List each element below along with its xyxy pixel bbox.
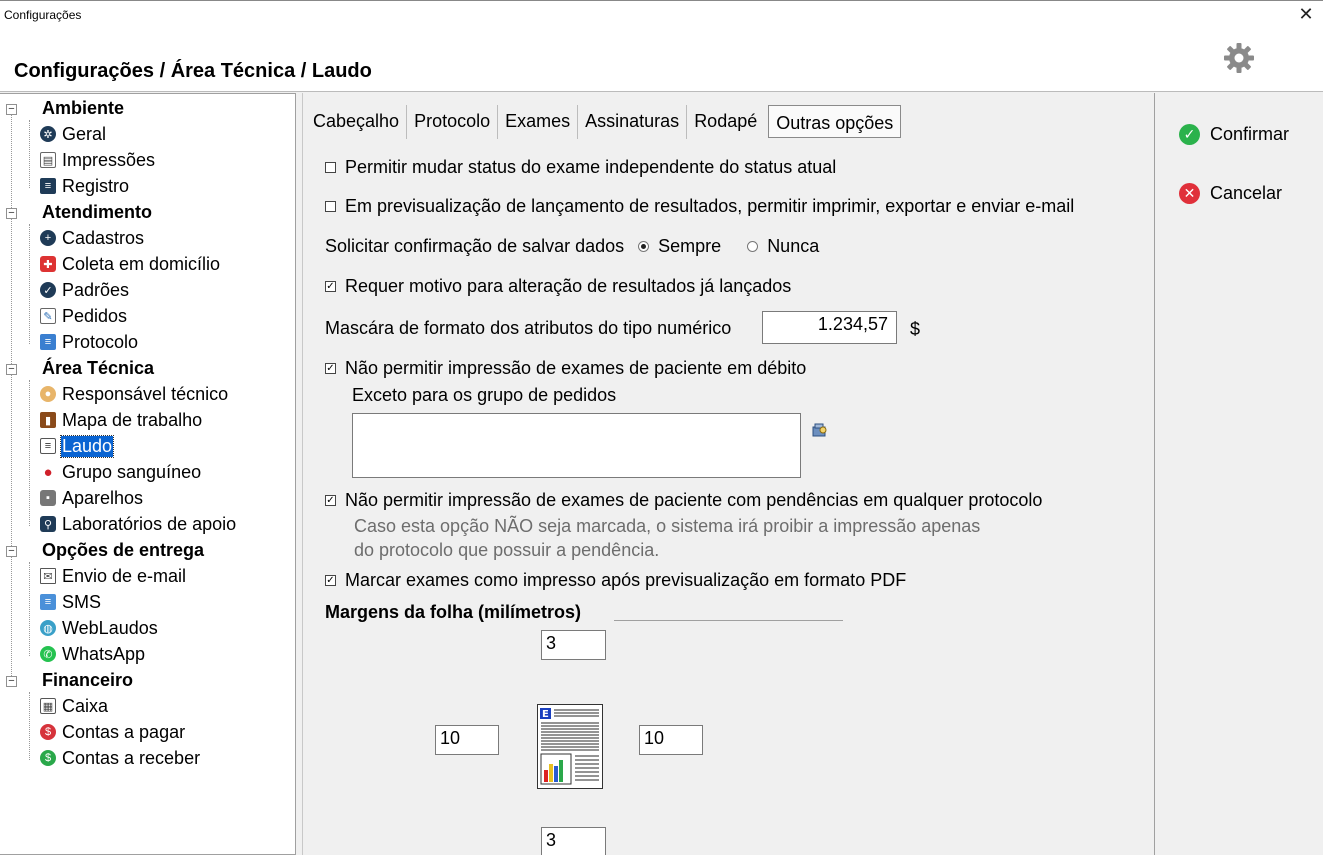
page-header [0, 30, 1323, 92]
option-requer-motivo[interactable] [325, 276, 791, 297]
margins-divider [614, 620, 843, 621]
sidebar-item-label: Aparelhos [62, 487, 144, 508]
expander-atendimento[interactable]: − [6, 208, 17, 219]
option-label: Não permitir impressão de exames de paciente em débito [345, 358, 807, 378]
expander-opcoes-entrega[interactable]: − [6, 546, 17, 557]
option-label: Não permitir impressão de exames de paciente com pendências em qualquer protocolo [345, 490, 1043, 510]
sidebar-item-grupo-sanguineo[interactable] [40, 460, 202, 484]
checkbox-requer-motivo[interactable]: ✓ [326, 281, 335, 292]
sidebar-item-label: WhatsApp [62, 643, 146, 664]
option-pendencias[interactable] [325, 490, 1042, 511]
sidebar-item-contas-pagar[interactable] [40, 720, 186, 744]
sidebar-item-label: Envio de e-mail [62, 565, 187, 586]
option-label: Requer motivo para alteração de resultados já lançados [345, 276, 792, 296]
whatsapp-icon: ✆ [40, 646, 56, 662]
check-circle-icon: ✓ [40, 282, 56, 298]
sidebar-item-label: Registro [62, 175, 130, 196]
cancel-icon: ✕ [1179, 183, 1200, 204]
person-icon: ● [40, 386, 56, 402]
sidebar-item-email[interactable] [40, 564, 187, 588]
sidebar-item-pedidos[interactable] [40, 304, 128, 328]
search-groups-icon[interactable] [811, 421, 829, 439]
sidebar-item-label: Contas a pagar [62, 721, 186, 742]
settings-tree [0, 93, 296, 855]
margin-right-input[interactable]: 10 [639, 725, 703, 755]
globe-icon: ◍ [40, 620, 56, 636]
page-title: Configurações / Área Técnica / Laudo [14, 60, 372, 82]
dollar-green-icon: $ [40, 750, 56, 766]
microscope-icon: ⚲ [40, 516, 56, 532]
check-icon: ✓ [1179, 124, 1200, 145]
device-icon: ▪ [40, 490, 56, 506]
except-groups-list[interactable] [352, 413, 801, 478]
gear-icon: ✲ [40, 126, 56, 142]
sidebar-item-caixa[interactable] [40, 694, 109, 718]
confirm-save-label: Solicitar confirmação de salvar dados [325, 236, 625, 256]
svg-text:E: E [542, 709, 549, 720]
checkbox-pendencias[interactable]: ✓ [326, 495, 335, 506]
sidebar-item-whatsapp[interactable] [40, 642, 146, 666]
sidebar-item-registro[interactable] [40, 174, 130, 198]
sidebar-item-mapa[interactable] [40, 408, 203, 432]
option-previsualizacao[interactable] [325, 196, 1074, 217]
sidebar-item-coleta[interactable] [40, 252, 221, 276]
sidebar-item-label: SMS [62, 591, 102, 612]
checkbox-debito[interactable]: ✓ [326, 363, 335, 374]
sidebar-item-label: Geral [62, 123, 107, 144]
blood-drop-icon: ● [43, 463, 53, 481]
confirm-save-group [325, 236, 819, 257]
sidebar-item-laudo[interactable] [40, 434, 113, 458]
tab-outras-opcoes[interactable]: Outras opções [768, 105, 901, 138]
tab-protocolo[interactable]: Protocolo [407, 105, 498, 139]
tab-cabecalho[interactable]: Cabeçalho [306, 105, 407, 139]
mask-label: Mascára de formato dos atributos do tipo numérico [325, 318, 732, 338]
checkbox-marcar-impresso[interactable]: ✓ [326, 575, 335, 586]
plus-circle-icon: + [40, 230, 56, 246]
option-label: Em previsualização de lançamento de resultados, permitir imprimir, exportar e enviar e-mail [345, 196, 1075, 216]
ambulance-icon: ✚ [40, 256, 56, 272]
sidebar-item-responsavel[interactable] [40, 382, 229, 406]
margin-top-input[interactable]: 3 [541, 630, 606, 660]
checkbox-previsualizacao[interactable] [325, 201, 336, 212]
sidebar-item-geral[interactable] [40, 122, 107, 146]
option-debito[interactable] [325, 358, 806, 379]
edit-document-icon: ✎ [40, 308, 56, 324]
window-titlebar [0, 0, 1323, 30]
sms-icon: ≡ [40, 594, 56, 610]
confirm-label: Confirmar [1210, 124, 1290, 144]
radio-nunca-label[interactable]: Nunca [767, 236, 820, 256]
except-label: Exceto para os grupo de pedidos [352, 385, 617, 405]
margin-left-input[interactable]: 10 [435, 725, 499, 755]
page-preview-icon [537, 704, 603, 789]
tree-group-area-tecnica[interactable]: Área Técnica [42, 358, 155, 378]
option-mudar-status[interactable] [325, 157, 836, 178]
tree-group-ambiente[interactable]: Ambiente [42, 98, 125, 118]
radio-sempre-label[interactable]: Sempre [658, 236, 722, 256]
sidebar-item-sms[interactable] [40, 590, 102, 614]
book-icon: ▮ [40, 412, 56, 428]
close-icon[interactable]: ✕ [1298, 4, 1314, 24]
option-label: Marcar exames como impresso após previsualização em formato PDF [345, 570, 907, 590]
gear-icon[interactable] [1222, 41, 1256, 75]
sidebar-item-label: Pedidos [62, 305, 128, 326]
option-marcar-impresso[interactable] [325, 570, 906, 591]
tab-rodape[interactable]: Rodapé [694, 111, 758, 131]
sidebar-item-label: Padrões [62, 279, 130, 300]
sidebar-item-aparelhos[interactable] [40, 486, 144, 510]
tree-group-atendimento[interactable]: Atendimento [42, 202, 152, 222]
radio-nunca[interactable] [747, 241, 758, 252]
pendencias-hint-1: Caso esta opção NÃO seja marcada, o sistema irá proibir a impressão apenas [354, 516, 981, 536]
checkbox-mudar-status[interactable] [325, 162, 336, 173]
mask-suffix: $ [910, 319, 921, 339]
expander-ambiente[interactable]: − [6, 104, 17, 115]
margins-title: Margens da folha (milímetros) [325, 602, 582, 622]
sidebar-item-label: WebLaudos [62, 617, 158, 638]
sidebar-item-label: Mapa de trabalho [62, 409, 203, 430]
sidebar-item-label: Grupo sanguíneo [62, 461, 202, 482]
splitter[interactable] [296, 93, 303, 855]
cash-register-icon: ▦ [40, 698, 56, 714]
document-icon: ≡ [40, 178, 56, 194]
sidebar-item-laboratorios[interactable] [40, 512, 237, 536]
document-blue-icon: ≡ [40, 334, 56, 350]
sidebar-item-padroes[interactable] [40, 278, 130, 302]
tab-exames[interactable]: Exames [498, 105, 578, 139]
printer-icon: ▤ [40, 152, 56, 168]
sidebar-item-weblaudos[interactable] [40, 616, 159, 640]
sidebar-item-label: Protocolo [62, 331, 139, 352]
sidebar-item-label: Impressões [62, 149, 156, 170]
report-icon: ≡ [40, 438, 56, 454]
option-label: Permitir mudar status do exame independente do status atual [345, 157, 837, 177]
tree-group-financeiro[interactable]: Financeiro [42, 670, 134, 690]
tab-bar [306, 105, 901, 139]
envelope-icon: ✉ [40, 568, 56, 584]
sidebar-item-label: Coleta em domicílio [62, 253, 221, 274]
expander-financeiro[interactable]: − [6, 676, 17, 687]
window-title: Configurações [4, 8, 82, 22]
sidebar-item-label: Laudo [62, 435, 113, 456]
actions-panel [1154, 93, 1323, 855]
expander-area-tecnica[interactable]: − [6, 364, 17, 375]
sidebar-item-cadastros[interactable] [40, 226, 145, 250]
pendencias-hint-2: do protocolo que possuir a pendência. [354, 540, 660, 560]
mask-input[interactable]: 1.234,57 [762, 311, 897, 344]
sidebar-item-label: Laboratórios de apoio [62, 513, 237, 534]
sidebar-item-label: Contas a receber [62, 747, 201, 768]
sidebar-item-protocolo[interactable] [40, 330, 139, 354]
sidebar-item-label: Caixa [62, 695, 109, 716]
tab-assinaturas[interactable]: Assinaturas [578, 105, 687, 139]
sidebar-item-label: Cadastros [62, 227, 145, 248]
cancel-button[interactable] [1179, 183, 1282, 204]
cancel-label: Cancelar [1210, 183, 1283, 203]
confirm-button[interactable] [1179, 124, 1289, 145]
radio-sempre[interactable] [638, 241, 649, 252]
dollar-red-icon: $ [40, 724, 56, 740]
sidebar-item-contas-receber[interactable] [40, 746, 201, 770]
margin-bottom-input[interactable]: 3 [541, 827, 606, 855]
sidebar-item-impressoes[interactable] [40, 148, 156, 172]
sidebar-item-label: Responsável técnico [62, 383, 229, 404]
tree-group-opcoes-entrega[interactable]: Opções de entrega [42, 540, 205, 560]
